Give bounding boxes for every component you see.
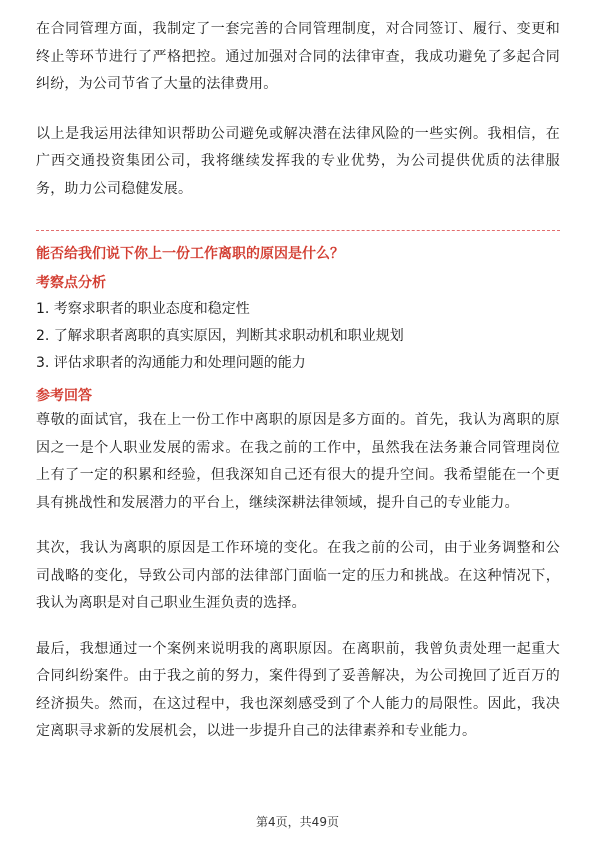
analysis-list <box>36 296 560 377</box>
analysis-item: 3. 评估求职者的沟通能力和处理问题的能力 <box>36 355 306 371</box>
analysis-item: 1. 考察求职者的职业态度和稳定性 <box>36 301 250 317</box>
analysis-heading: 考察点分析 <box>36 275 106 291</box>
intro-paragraph-1: 在合同管理方面，我制定了一套完善的合同管理制度，对合同签订、履行、变更和终止等环节进行了严格把控。通过加强对合同的法律审查，我成功避免了多起合同纠纷，为公司节省了大量的法律费用。 <box>36 21 560 92</box>
page-footer: 第4页，共49页 <box>256 815 339 829</box>
question-title: 能否给我们说下你上一份工作离职的原因是什么？ <box>36 246 344 262</box>
analysis-item: 2. 了解求职者离职的真实原因，判断其求职动机和职业规划 <box>36 328 404 344</box>
section-divider <box>36 230 560 231</box>
question-body <box>36 270 560 746</box>
answer-paragraph-2: 其次，我认为离职的原因是工作环境的变化。在我之前的公司，由于业务调整和公司战略的变化，导致公司内部的法律部门面临一定的压力和挑战。在这种情况下，我认为离职是对自己职业生涯负责的选择。 <box>36 540 560 611</box>
intro-section <box>36 16 560 203</box>
answer-paragraph-1: 尊敬的面试官，我在上一份工作中离职的原因是多方面的。首先，我认为离职的原因之一是个人职业发展的需求。在我之前的工作中，虽然我在法务兼合同管理岗位上有了一定的积累和经验，但我深知自己还有很大的提升空间。我希望能在一个更具有挑战性和发展潜力的平台上，继续深耕法律领域，提升自己的专业能力。 <box>36 412 560 511</box>
intro-paragraph-2: 以上是我运用法律知识帮助公司避免或解决潜在法律风险的一些实例。我相信，在广西交通投资集团公司，我将继续发挥我的专业优势，为公司提供优质的法律服务，助力公司稳健发展。 <box>36 125 560 197</box>
answer-paragraph-3: 最后，我想通过一个案例来说明我的离职原因。在离职前，我曾负责处理一起重大合同纠纷案件。由于我之前的努力，案件得到了妥善解决，为公司挽回了近百万的经济损失。然而，在这过程中，我也深刻感受到了个人能力的局限性。因此，我决定离职寻求新的发展机会，以进一步提升自己的法律素养和专业能力。 <box>36 640 560 739</box>
answer-heading: 参考回答 <box>36 388 92 404</box>
